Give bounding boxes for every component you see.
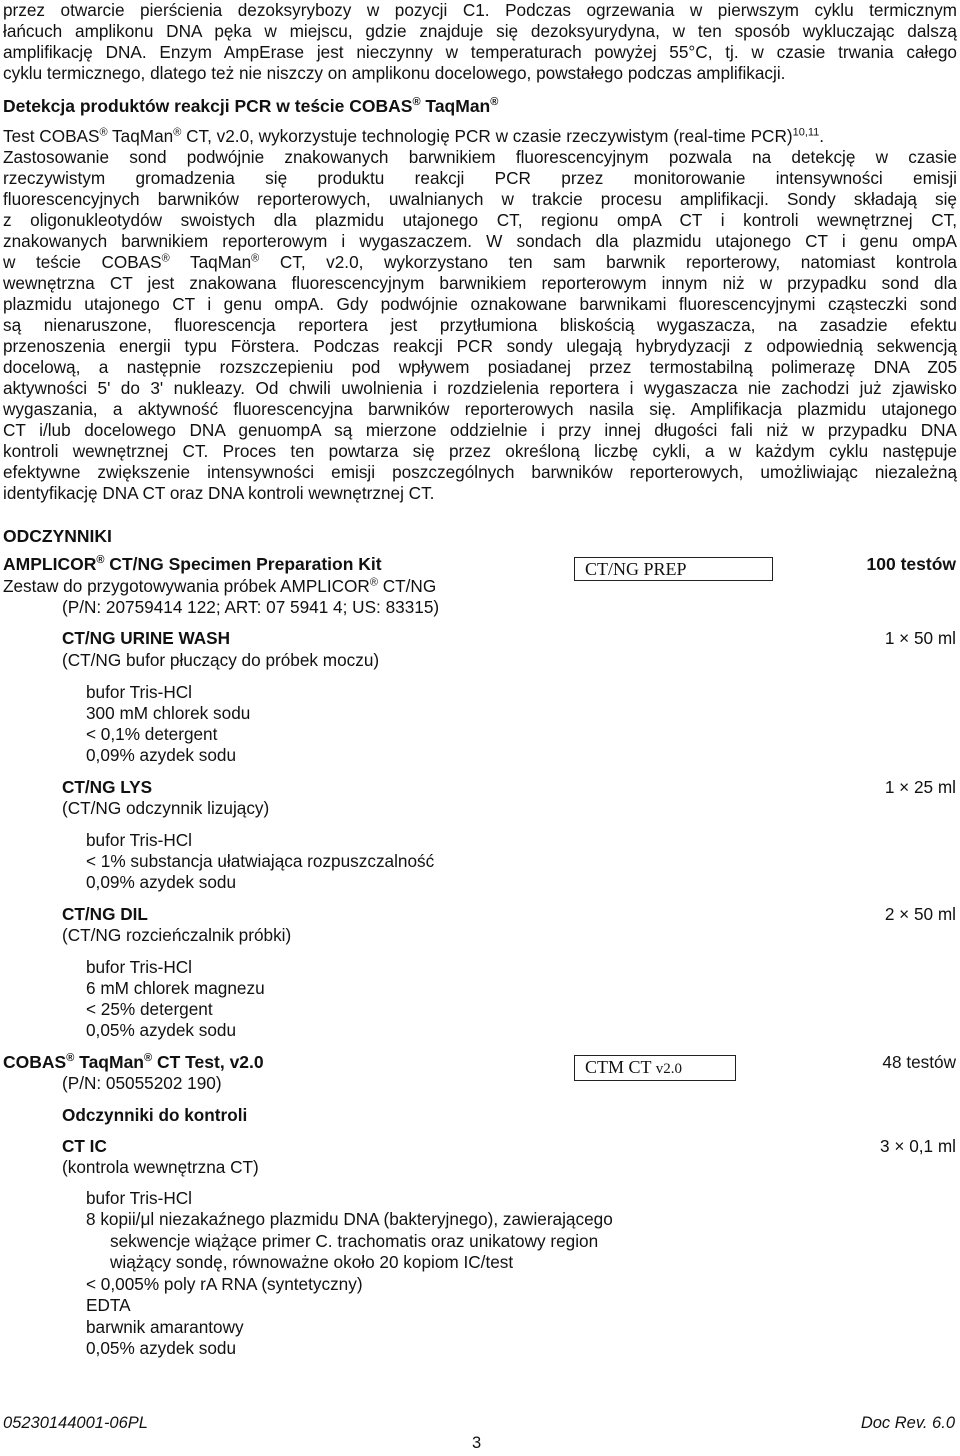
footer-doc-number: 05230144001-06PL [3,1414,148,1432]
footer-page-number: 3 [472,1434,482,1452]
reagent-name: CT/NG LYS [62,777,153,797]
reagent-component: 6 mM chlorek magnezu [86,978,265,998]
detection-line: rzeczywistym gromadzenia się produktu reakcji PCR przez monitorowanie intensywności emisji [3,168,957,188]
reagent-component: 0,05% azydek sodu [86,1338,237,1358]
controls-heading: Odczynniki do kontroli [62,1105,248,1125]
detection-line: aktywności 5' do 3' nukleazy. Od chwili uwolnienia i rozdzielenia reportera i wygaszacza nie zachodzi już zjawisko [3,378,957,398]
kit2-quantity: 48 testów [882,1052,956,1072]
detection-line: docelową, a następnie rozszczepieniu pod wpływem posiadanej przez termostabilną polimerazę DNA Z05 [3,357,957,377]
intro-line: łańcuch amplikonu DNA pęka w miejscu, gdzie znajduje się dezoksyurydyna, w ten sposób wykluczając dalszą [3,21,957,41]
reagent-component: barwnik amarantowy [86,1317,244,1337]
reagent-component: 0,05% azydek sodu [86,1020,237,1040]
kit1-part-number: (P/N: 20759414 122; ART: 07 5941 4; US: 83315) [62,597,440,617]
reagent-quantity: 1 × 25 ml [884,777,956,797]
kit1-title: AMPLICOR® CT/NG Specimen Preparation Kit [3,554,382,574]
reagent-description: (CT/NG bufor płuczący do próbek moczu) [62,650,380,670]
reagent-description: (CT/NG rozcieńczalnik próbki) [62,925,292,945]
kit2-title: COBAS® TaqMan® CT Test, v2.0 [3,1052,264,1072]
section-heading-reagents: ODCZYNNIKI [3,526,112,546]
intro-line: amplifikację DNA. Enzym AmpErase jest nieczynny w temperaturach powyżej 55°C, tj. w czasie trwania całego [3,42,957,62]
reagent-component: 0,09% azydek sodu [86,745,237,765]
detection-paragraph [3,126,957,504]
reagent-quantity: 2 × 50 ml [884,904,956,924]
detection-line: efektywne zwiększenie intensywności emisji poszczególnych barwników reporterowych, umożliwiając niezależną [3,462,957,482]
reagent-component: sekwencje wiążące primer C. trachomatis oraz unikatowy region [110,1231,599,1251]
reagent-component: 0,09% azydek sodu [86,872,237,892]
detection-line: wygaszania, a aktywność fluorescencyjna barwników reporterowych nasila się. Amplifikacja plazmidu utajonego [3,399,957,419]
detection-line: znakowanych barwnikiem reporterowym i wygaszaczem. W sondach dla plazmidu utajonego CT i genu ompA [3,231,957,251]
detection-line: wewnętrzna CT jest znakowana fluorescencyjnym barwnikiem reporterowym innym niż w przypadku sond dla [3,273,957,293]
detection-last-line: identyfikację DNA CT oraz DNA kontroli wewnętrznej CT. [3,483,435,503]
intro-line: przez otwarcie pierścienia dezoksyrybozy w pozycji C1. Podczas ogrzewania w pierwszym cyklu termicznym [3,0,957,20]
reagent-component: bufor Tris-HCl [86,830,193,850]
reagent-component: < 25% detergent [86,999,213,1019]
reagent-description: (kontrola wewnętrzna CT) [62,1157,259,1177]
reagent-component: < 1% substancja ułatwiająca rozpuszczalność [86,851,435,871]
section-heading-detection: Detekcja produktów reakcji PCR w teście COBAS® TaqMan® [3,96,499,116]
kit1-quantity: 100 testów [866,554,956,574]
reagent-component: bufor Tris-HCl [86,682,193,702]
reagent-quantity: 1 × 50 ml [884,628,956,648]
kit2-label-box: CTM CT v2.0 [574,1055,736,1081]
reagent-name: CT IC [62,1136,107,1156]
detection-line: są nienaruszone, fluorescencja reportera jest przytłumiona bliskością wygaszacza, na zasadzie efektu [3,315,957,335]
reagent-description: (CT/NG odczynnik lizujący) [62,798,270,818]
kit2-part-number: (P/N: 05055202 190) [62,1073,222,1093]
detection-line: z oligonukleotydów swoistych dla plazmidu utajonego CT, regionu ompA CT i kontroli wewnętrznej CT, [3,210,957,230]
detection-line: kontroli wewnętrznej CT. Proces ten powtarza się przez określoną liczbę cykli, a w każdym cyklu następuje [3,441,957,461]
reagent-component: EDTA [86,1295,131,1315]
detection-line: fluorescencyjnych barwników reporterowych, uwalnianych w trakcie procesu amplifikacji. Sondy składają się [3,189,957,209]
reagent-component: bufor Tris-HCl [86,957,193,977]
detection-line: plazmidu utajonego CT i genu ompA. Gdy podwójnie oznakowane barwnikami fluorescencyjnymi cząsteczki sond [3,294,957,314]
reagent-component: 8 kopii/μl niezakaźnego plazmidu DNA (bakteryjnego), zawierającego [86,1209,613,1229]
reagent-component: < 0,1% detergent [86,724,218,744]
kit1-subtitle: Zestaw do przygotowywania próbek AMPLICOR® CT/NG [3,576,437,596]
detection-line: w teście COBAS® TaqMan® CT, v2.0, wykorzystano ten sam barwnik reporterowy, natomiast kontrola [3,252,957,272]
reagent-name: CT/NG URINE WASH [62,628,231,648]
detection-line: CT i/lub docelowego DNA genuompA są mierzone oddzielnie i przy innej długości fali niż w przypadku DNA [3,420,957,440]
intro-paragraph [3,0,957,84]
reagent-name: CT/NG DIL [62,904,148,924]
detection-first-line: Test COBAS® TaqMan® CT, v2.0, wykorzystuje technologię PCR w czasie rzeczywistym (real-time PCR)$^{10,11}$. [3,126,825,146]
reagent-component: 300 mM chlorek sodu [86,703,251,723]
reagent-quantity: 3 × 0,1 ml [880,1136,956,1156]
intro-line: cyklu termicznego, dlatego też nie niszczy on amplikonu docelowego, powstałego podczas amplifikacji. [3,63,786,83]
reagent-component: < 0,005% poly rA RNA (syntetyczny) [86,1274,363,1294]
detection-line: Zastosowanie sond podwójnie znakowanych barwnikiem fluorescencyjnym pozwala na detekcję w czasie [3,147,957,167]
reagent-component: bufor Tris-HCl [86,1188,193,1208]
footer-revision: Doc Rev. 6.0 [860,1414,955,1432]
reagent-component: wiążący sondę, równoważne około 20 kopiom IC/test [110,1252,514,1272]
detection-line: przenoszenia energii typu Förstera. Podczas reakcji PCR sondy ulegają hybrydyzacji z odpowiednią sekwencją [3,336,957,356]
kit1-label-box: CT/NG PREP [574,557,773,581]
